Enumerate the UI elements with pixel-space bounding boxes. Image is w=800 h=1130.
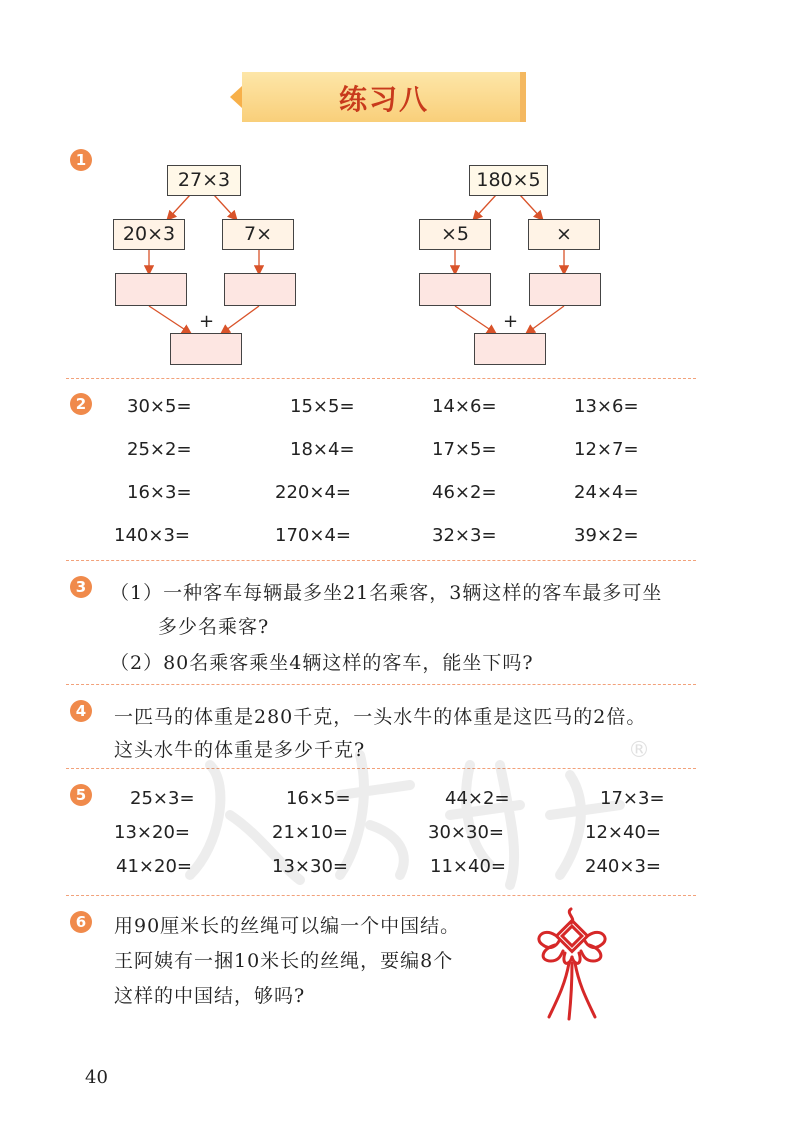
arrow-left-top-to-midleft xyxy=(168,195,190,219)
ex4-line-1: 一匹马的体重是280千克，一头水牛的体重是这匹马的2倍。 xyxy=(114,706,647,728)
ex3-question-1-line-2: 多少名乘客? xyxy=(158,616,270,638)
ex6-line-1: 用90厘米长的丝绳可以编一个中国结。 xyxy=(114,915,461,937)
ex1-left-top-box: 27×3 xyxy=(167,165,241,196)
chinese-knot-icon xyxy=(525,905,625,1025)
ex2-equation: 24×4= xyxy=(574,482,639,503)
ex2-equation: 12×7= xyxy=(574,439,639,460)
divider xyxy=(66,560,696,561)
ex2-equation: 46×2= xyxy=(432,482,497,503)
exercise-number-4: 4 xyxy=(70,700,92,722)
ex5-equation: 21×10= xyxy=(272,822,348,843)
publisher-watermark-logo xyxy=(170,725,650,895)
page-number: 40 xyxy=(85,1067,108,1088)
ex5-equation: 17×3= xyxy=(600,788,665,809)
arrow-left-top-to-midright xyxy=(214,195,236,219)
ex5-equation: 44×2= xyxy=(445,788,510,809)
ex2-equation: 25×2= xyxy=(127,439,192,460)
ex1-right-top-box: 180×5 xyxy=(469,165,548,196)
exercise-number-1: 1 xyxy=(70,149,92,171)
ex5-equation: 11×40= xyxy=(430,856,506,877)
ex1-left-blank-right[interactable] xyxy=(224,273,296,306)
ex1-arrows xyxy=(0,0,800,380)
ex2-equation: 17×5= xyxy=(432,439,497,460)
arrow-right-top-to-midright xyxy=(520,195,542,219)
registered-mark-icon: ® xyxy=(628,738,650,763)
ex1-left-midright-box: 7× xyxy=(222,219,294,250)
ex2-equation: 15×5= xyxy=(290,396,355,417)
arrow-left-to-sum-right xyxy=(222,306,259,333)
ex2-equation: 18×4= xyxy=(290,439,355,460)
arrow-right-to-sum-left xyxy=(455,306,495,333)
divider xyxy=(66,895,696,896)
ex1-left-sum-blank[interactable] xyxy=(170,333,242,365)
ex2-equation: 32×3= xyxy=(432,525,497,546)
arrow-right-to-sum-right xyxy=(527,306,564,333)
divider xyxy=(66,378,696,379)
ex6-line-2: 王阿姨有一捆10米长的丝绳，要编8个 xyxy=(114,950,454,972)
ex2-equation: 39×2= xyxy=(574,525,639,546)
ex5-equation: 25×3= xyxy=(130,788,195,809)
ex1-right-midright-box: × xyxy=(528,219,600,250)
ex1-right-plus: + xyxy=(503,311,519,332)
ex1-right-sum-blank[interactable] xyxy=(474,333,546,365)
ex2-equation: 220×4= xyxy=(275,482,351,503)
ex2-equation: 16×3= xyxy=(127,482,192,503)
ex6-line-3: 这样的中国结，够吗? xyxy=(114,985,306,1007)
ex1-right-blank-right[interactable] xyxy=(529,273,601,306)
ex4-line-2: 这头水牛的体重是多少千克? xyxy=(114,739,366,761)
ex2-equation: 30×5= xyxy=(127,396,192,417)
ex1-left-blank-left[interactable] xyxy=(115,273,187,306)
ex2-equation: 170×4= xyxy=(275,525,351,546)
ex3-question-1-line-1: （1）一种客车每辆最多坐21名乘客，3辆这样的客车最多可坐 xyxy=(110,582,663,604)
ex5-equation: 12×40= xyxy=(585,822,661,843)
ex1-left-plus: + xyxy=(199,311,215,332)
ex2-equation: 13×6= xyxy=(574,396,639,417)
divider xyxy=(66,684,696,685)
exercise-number-3: 3 xyxy=(70,576,92,598)
page-title: 练习八 xyxy=(338,83,429,116)
ex1-right-blank-left[interactable] xyxy=(419,273,491,306)
exercise-number-6: 6 xyxy=(70,911,92,933)
ex5-equation: 16×5= xyxy=(286,788,351,809)
ex1-right-midleft-box: ×5 xyxy=(419,219,491,250)
ex5-equation: 41×20= xyxy=(116,856,192,877)
ex2-equation: 140×3= xyxy=(114,525,190,546)
ex5-equation: 13×20= xyxy=(114,822,190,843)
ex5-equation: 240×3= xyxy=(585,856,661,877)
ex3-question-2: （2）80名乘客乘坐4辆这样的客车，能坐下吗? xyxy=(110,652,534,674)
ex5-equation: 30×30= xyxy=(428,822,504,843)
ex5-equation: 13×30= xyxy=(272,856,348,877)
ex1-left-midleft-box: 20×3 xyxy=(113,219,185,250)
exercise-number-5: 5 xyxy=(70,784,92,806)
exercise-number-2: 2 xyxy=(70,393,92,415)
arrow-right-top-to-midleft xyxy=(474,195,496,219)
ex2-equation: 14×6= xyxy=(432,396,497,417)
arrow-left-to-sum-left xyxy=(149,306,190,333)
